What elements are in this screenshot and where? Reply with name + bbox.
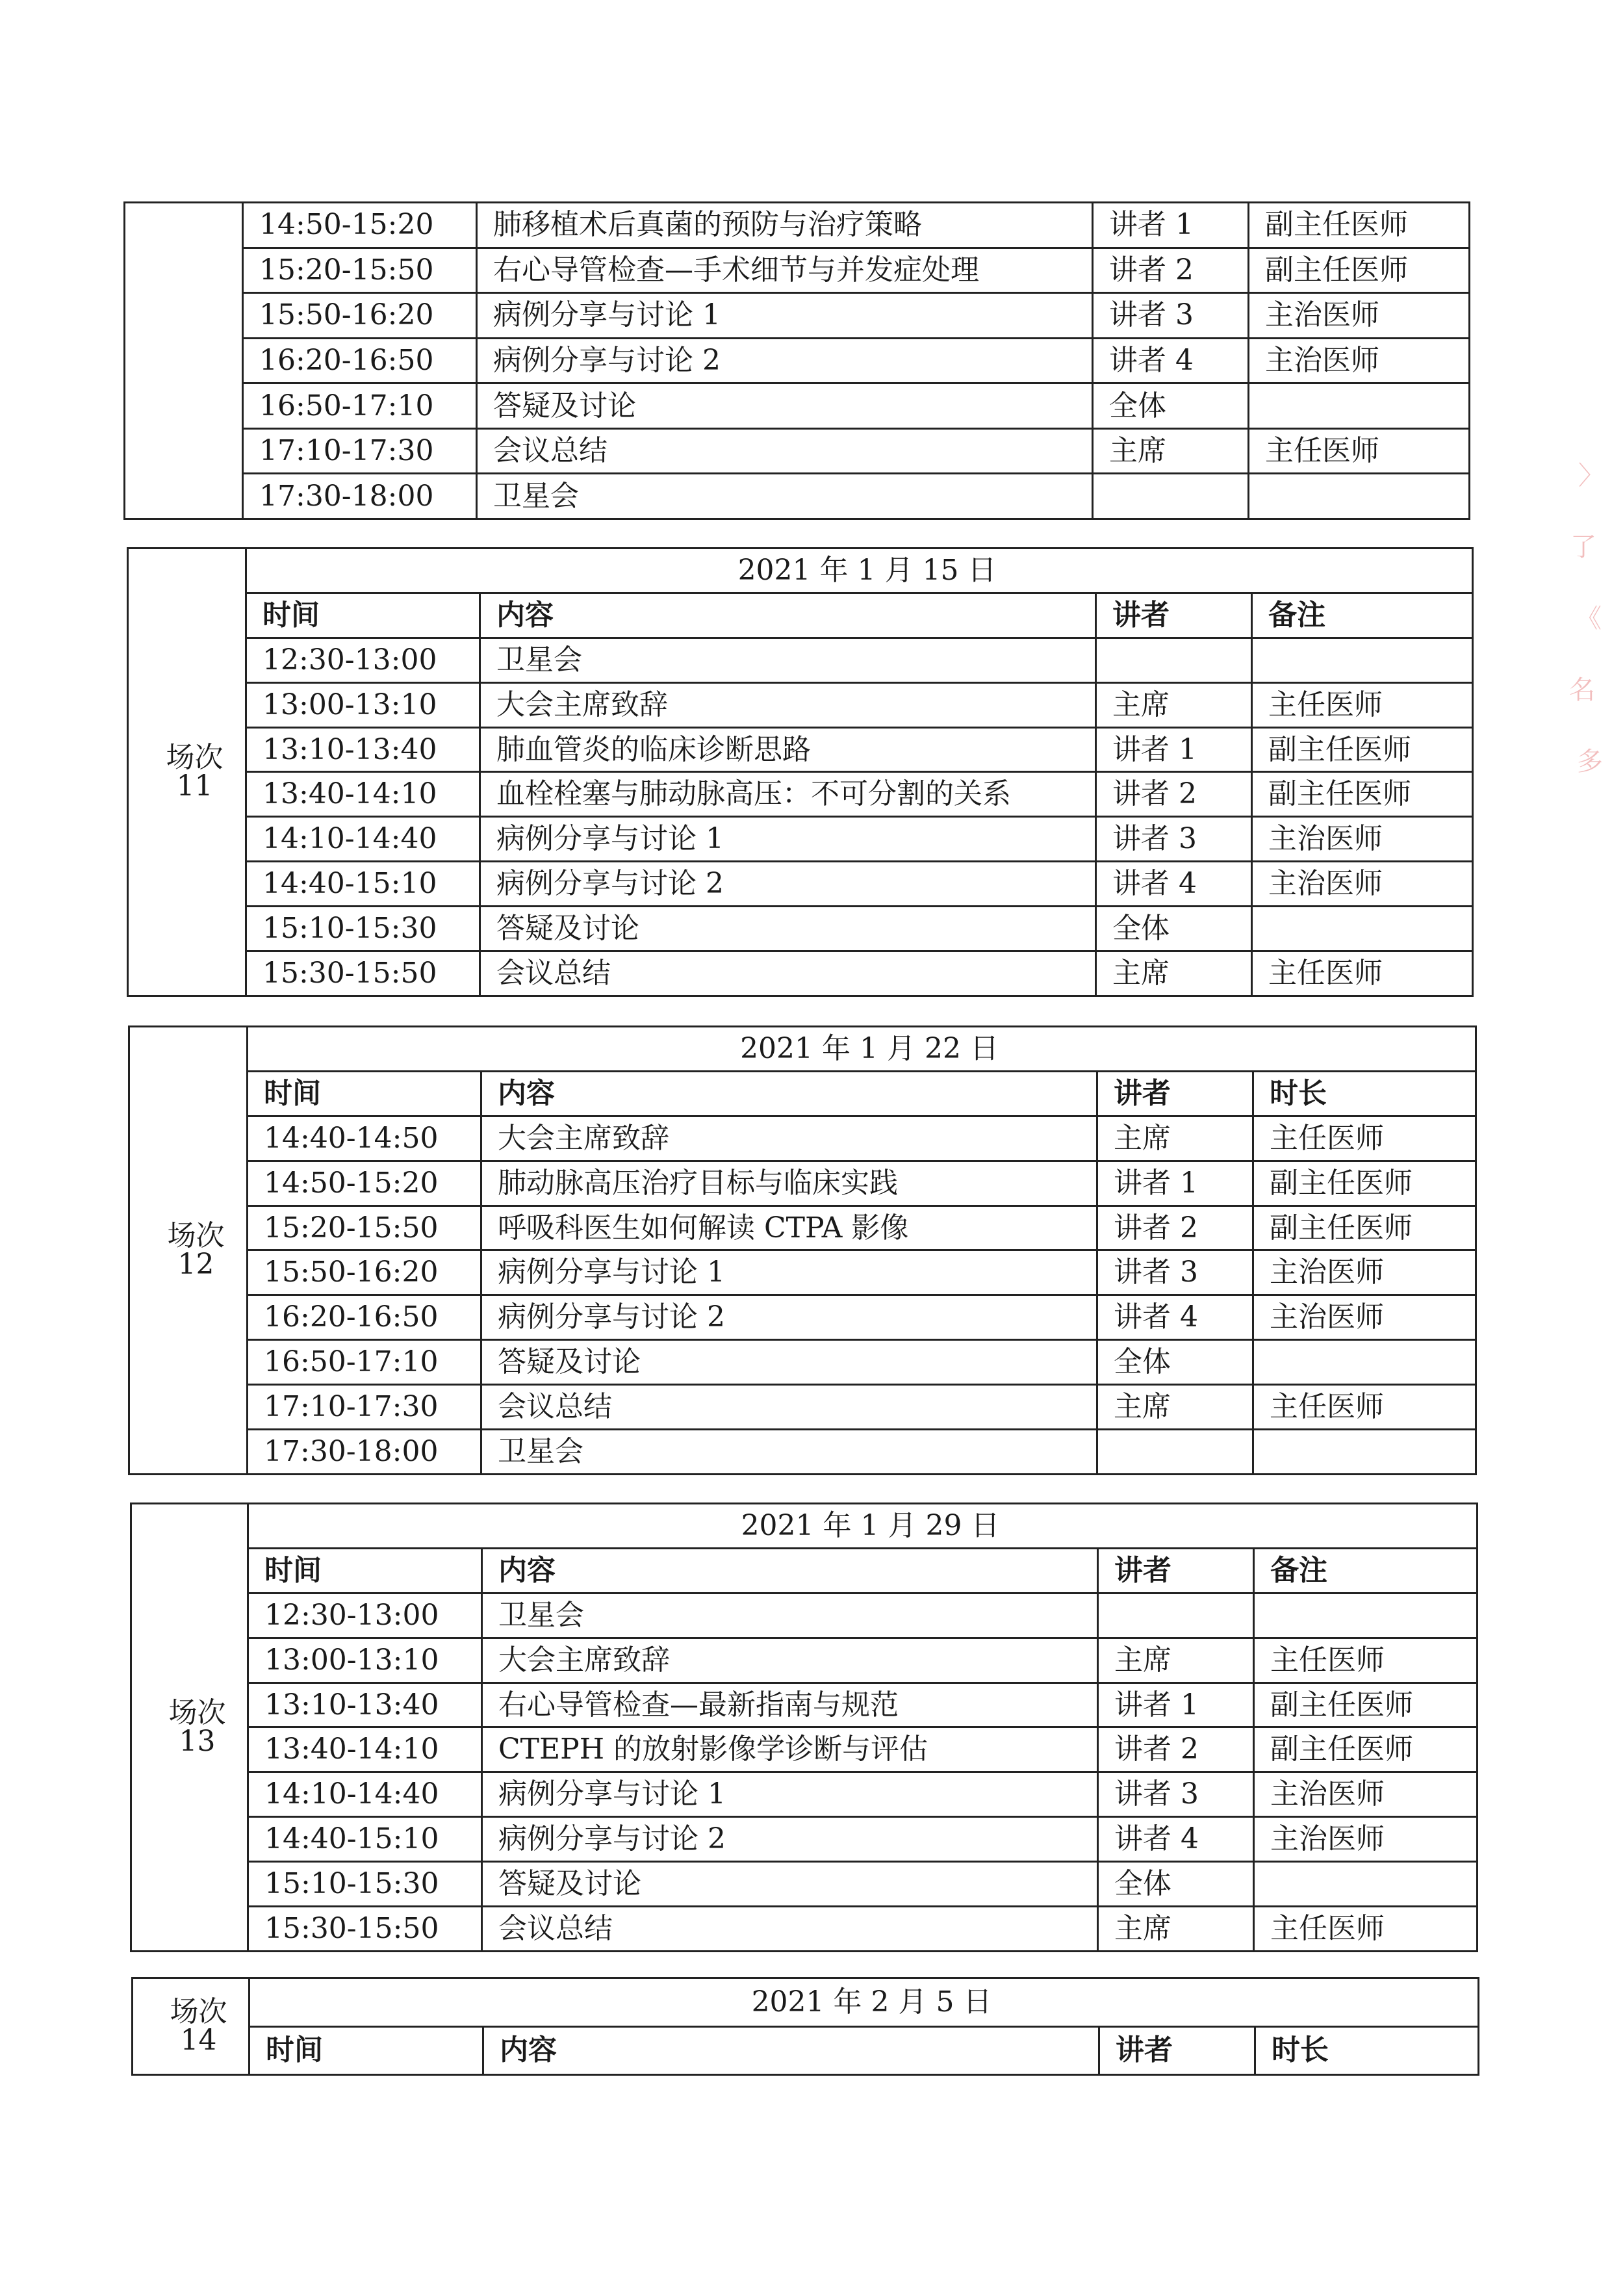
- note-cell: 主治医师: [1254, 1817, 1478, 1862]
- note-cell: 主治医师: [1254, 1772, 1478, 1817]
- table-row: [125, 248, 1470, 293]
- table-row: [128, 727, 1473, 772]
- header-duration: 时长: [1255, 2026, 1479, 2075]
- session-label: 场次: [167, 1219, 225, 1252]
- session-number: 12: [177, 1248, 214, 1281]
- speaker-cell: 主席: [1096, 682, 1252, 727]
- speaker-cell: [1098, 1593, 1254, 1638]
- session-label: 场次: [170, 1995, 227, 2028]
- date-row: [128, 548, 1473, 593]
- content-cell: 病例分享与讨论 2: [480, 862, 1096, 907]
- table-row: [128, 817, 1473, 862]
- time-cell: 15:50-16:20: [248, 1250, 481, 1295]
- content-cell: 肺动脉高压治疗目标与临床实践: [481, 1161, 1097, 1206]
- content-cell: 会议总结: [477, 428, 1093, 474]
- header-note: 备注: [1254, 1548, 1478, 1593]
- time-cell: 16:50-17:10: [243, 383, 477, 429]
- header-time: 时间: [248, 1071, 481, 1116]
- stamp-char: 《: [1576, 604, 1602, 634]
- header-speaker: 讲者: [1099, 2026, 1255, 2075]
- schedule-table: [131, 1977, 1479, 2076]
- content-cell: 答疑及讨论: [482, 1862, 1098, 1907]
- note-cell: [1249, 383, 1470, 429]
- content-cell: 大会主席致辞: [482, 1638, 1098, 1683]
- speaker-cell: 讲者 2: [1098, 1727, 1254, 1772]
- session-label: 场次: [166, 741, 224, 774]
- schedule-table: [128, 1025, 1477, 1475]
- table-row: [129, 1206, 1476, 1250]
- note-cell: 主任医师: [1252, 682, 1473, 727]
- time-cell: 17:10-17:30: [248, 1385, 481, 1430]
- schedule-body: [128, 548, 1473, 996]
- speaker-cell: 讲者 4: [1096, 862, 1252, 907]
- content-cell: 病例分享与讨论 1: [481, 1250, 1097, 1295]
- table-row: [131, 1727, 1478, 1772]
- schedule-block-11: [127, 547, 1472, 997]
- session-label: 场次: [168, 1696, 226, 1729]
- speaker-cell: [1093, 474, 1249, 519]
- note-cell: 主治医师: [1253, 1250, 1476, 1295]
- table-row: [128, 682, 1473, 727]
- table-row: [125, 428, 1470, 474]
- time-cell: 14:40-15:10: [246, 862, 480, 907]
- header-note: 备注: [1252, 593, 1473, 638]
- content-cell: 病例分享与讨论 2: [481, 1295, 1097, 1340]
- session-number: 11: [176, 769, 213, 803]
- time-cell: 15:20-15:50: [243, 248, 477, 293]
- schedule-body: [131, 1504, 1478, 1952]
- content-cell: 血栓栓塞与肺动脉高压：不可分割的关系: [480, 772, 1096, 817]
- time-cell: 12:30-13:00: [248, 1593, 482, 1638]
- speaker-cell: 全体: [1098, 1862, 1254, 1907]
- time-cell: 17:10-17:30: [243, 428, 477, 474]
- speaker-cell: 主席: [1098, 1907, 1254, 1952]
- table-row: [128, 951, 1473, 996]
- session-cell: [125, 203, 243, 519]
- header-content: 内容: [481, 1071, 1097, 1116]
- table-row: [129, 1116, 1476, 1161]
- table-row: [131, 1638, 1478, 1683]
- time-cell: 13:10-13:40: [248, 1683, 482, 1727]
- content-cell: 肺血管炎的临床诊断思路: [480, 727, 1096, 772]
- header-duration: 时长: [1253, 1071, 1476, 1116]
- schedule-block-14: [131, 1977, 1478, 2076]
- table-row: [129, 1340, 1476, 1385]
- speaker-cell: 讲者 3: [1093, 293, 1249, 339]
- speaker-cell: 讲者 4: [1093, 338, 1249, 383]
- speaker-cell: 讲者 2: [1096, 772, 1252, 817]
- note-cell: 主任医师: [1253, 1116, 1476, 1161]
- session-number: 13: [179, 1725, 216, 1758]
- content-cell: 肺移植术后真菌的预防与治疗策略: [477, 203, 1093, 248]
- date-row: [129, 1027, 1476, 1072]
- time-cell: 13:00-13:10: [246, 682, 480, 727]
- content-cell: 答疑及讨论: [480, 907, 1096, 951]
- speaker-cell: 讲者 4: [1098, 1817, 1254, 1862]
- table-row: [129, 1161, 1476, 1206]
- header-row: [131, 1548, 1478, 1593]
- date-row: [131, 1504, 1478, 1549]
- speaker-cell: 主席: [1098, 1638, 1254, 1683]
- content-cell: 大会主席致辞: [480, 682, 1096, 727]
- note-cell: 主治医师: [1249, 338, 1470, 383]
- content-cell: 病例分享与讨论 1: [477, 293, 1093, 339]
- time-cell: 16:20-16:50: [243, 338, 477, 383]
- table-row: [131, 1907, 1478, 1952]
- session-cell: [131, 1504, 248, 1952]
- time-cell: 14:40-14:50: [248, 1116, 481, 1161]
- note-cell: [1252, 907, 1473, 951]
- speaker-cell: 讲者 4: [1097, 1295, 1253, 1340]
- content-cell: 病例分享与讨论 2: [477, 338, 1093, 383]
- content-cell: 呼吸科医生如何解读 CTPA 影像: [481, 1206, 1097, 1250]
- note-cell: 副主任医师: [1249, 203, 1470, 248]
- speaker-cell: 讲者 2: [1093, 248, 1249, 293]
- speaker-cell: 讲者 1: [1093, 203, 1249, 248]
- table-row: [125, 338, 1470, 383]
- header-content: 内容: [482, 1548, 1098, 1593]
- time-cell: 17:30-18:00: [248, 1430, 481, 1475]
- content-cell: 答疑及讨论: [481, 1340, 1097, 1385]
- date-cell: 2021 年 2 月 5 日: [249, 1978, 1479, 2027]
- time-cell: 14:40-15:10: [248, 1817, 482, 1862]
- speaker-cell: 讲者 2: [1097, 1206, 1253, 1250]
- content-cell: 右心导管检查—手术细节与并发症处理: [477, 248, 1093, 293]
- speaker-cell: 主席: [1093, 428, 1249, 474]
- content-cell: 会议总结: [481, 1385, 1097, 1430]
- note-cell: 主任医师: [1254, 1638, 1478, 1683]
- time-cell: 12:30-13:00: [246, 638, 480, 682]
- date-cell: 2021 年 1 月 22 日: [248, 1027, 1476, 1072]
- content-cell: CTEPH 的放射影像学诊断与评估: [482, 1727, 1098, 1772]
- note-cell: 副主任医师: [1252, 727, 1473, 772]
- note-cell: 副主任医师: [1253, 1161, 1476, 1206]
- time-cell: 16:50-17:10: [248, 1340, 481, 1385]
- header-content: 内容: [483, 2026, 1099, 2075]
- header-time: 时间: [246, 593, 480, 638]
- schedule-body: [129, 1027, 1476, 1475]
- content-cell: 病例分享与讨论 1: [480, 817, 1096, 862]
- stamp-char: 了: [1570, 532, 1596, 562]
- note-cell: 主治医师: [1252, 817, 1473, 862]
- time-cell: 14:10-14:40: [246, 817, 480, 862]
- note-cell: 副主任医师: [1252, 772, 1473, 817]
- note-cell: 主任医师: [1252, 951, 1473, 996]
- table-row: [128, 638, 1473, 682]
- header-row: [129, 1071, 1476, 1116]
- date-row: [133, 1978, 1479, 2027]
- table-row: [131, 1683, 1478, 1727]
- time-cell: 13:40-14:10: [246, 772, 480, 817]
- time-cell: 14:50-15:20: [243, 203, 477, 248]
- time-cell: 14:50-15:20: [248, 1161, 481, 1206]
- speaker-cell: [1097, 1430, 1253, 1475]
- header-content: 内容: [480, 593, 1096, 638]
- note-cell: 副主任医师: [1249, 248, 1470, 293]
- note-cell: [1253, 1430, 1476, 1475]
- time-cell: 15:30-15:50: [246, 951, 480, 996]
- date-cell: 2021 年 1 月 15 日: [246, 548, 1473, 593]
- speaker-cell: 讲者 3: [1098, 1772, 1254, 1817]
- table-row: [125, 203, 1470, 248]
- time-cell: 15:50-16:20: [243, 293, 477, 339]
- schedule-table: [127, 547, 1474, 997]
- speaker-cell: 全体: [1093, 383, 1249, 429]
- schedule-block-continued: [123, 201, 1468, 520]
- table-row: [129, 1250, 1476, 1295]
- content-cell: 卫星会: [481, 1430, 1097, 1475]
- table-row: [128, 907, 1473, 951]
- stamp-char: 〉: [1578, 461, 1604, 491]
- time-cell: 13:40-14:10: [248, 1727, 482, 1772]
- note-cell: 主任医师: [1253, 1385, 1476, 1430]
- table-row: [131, 1862, 1478, 1907]
- speaker-cell: 全体: [1096, 907, 1252, 951]
- schedule-block-12: [128, 1025, 1475, 1475]
- note-cell: 主任医师: [1249, 428, 1470, 474]
- note-cell: 副主任医师: [1254, 1683, 1478, 1727]
- note-cell: 副主任医师: [1253, 1206, 1476, 1250]
- header-speaker: 讲者: [1096, 593, 1252, 638]
- time-cell: 13:10-13:40: [246, 727, 480, 772]
- table-row: [131, 1817, 1478, 1862]
- table-row: [125, 474, 1470, 519]
- session-cell: [129, 1027, 248, 1475]
- schedule-table: [130, 1503, 1478, 1952]
- time-cell: 15:10-15:30: [246, 907, 480, 951]
- time-cell: 17:30-18:00: [243, 474, 477, 519]
- speaker-cell: 主席: [1097, 1385, 1253, 1430]
- header-row: [133, 2026, 1479, 2075]
- schedule-body: [125, 203, 1470, 519]
- time-cell: 16:20-16:50: [248, 1295, 481, 1340]
- session-cell: [133, 1978, 249, 2075]
- stamp-char: 多: [1577, 747, 1603, 777]
- table-row: [129, 1430, 1476, 1475]
- content-cell: 卫星会: [482, 1593, 1098, 1638]
- note-cell: 主治医师: [1252, 862, 1473, 907]
- note-cell: [1252, 638, 1473, 682]
- schedule-block-13: [130, 1503, 1476, 1952]
- content-cell: 病例分享与讨论 1: [482, 1772, 1098, 1817]
- schedule-table: [123, 201, 1470, 520]
- note-cell: 主任医师: [1254, 1907, 1478, 1952]
- content-cell: 卫星会: [480, 638, 1096, 682]
- time-cell: 14:10-14:40: [248, 1772, 482, 1817]
- note-cell: [1249, 474, 1470, 519]
- speaker-cell: 讲者 3: [1097, 1250, 1253, 1295]
- note-cell: [1254, 1593, 1478, 1638]
- schedule-body: [133, 1978, 1479, 2075]
- note-cell: 主治医师: [1253, 1295, 1476, 1340]
- note-cell: [1253, 1340, 1476, 1385]
- speaker-cell: 主席: [1097, 1116, 1253, 1161]
- table-row: [125, 293, 1470, 339]
- header-speaker: 讲者: [1098, 1548, 1254, 1593]
- session-number: 14: [180, 2024, 217, 2057]
- speaker-cell: 讲者 1: [1096, 727, 1252, 772]
- content-cell: 会议总结: [482, 1907, 1098, 1952]
- note-cell: 副主任医师: [1254, 1727, 1478, 1772]
- date-cell: 2021 年 1 月 29 日: [248, 1504, 1478, 1549]
- note-cell: 主治医师: [1249, 293, 1470, 339]
- speaker-cell: 讲者 1: [1097, 1161, 1253, 1206]
- time-cell: 15:20-15:50: [248, 1206, 481, 1250]
- table-row: [128, 772, 1473, 817]
- header-speaker: 讲者: [1097, 1071, 1253, 1116]
- table-row: [125, 383, 1470, 429]
- content-cell: 病例分享与讨论 2: [482, 1817, 1098, 1862]
- time-cell: 15:30-15:50: [248, 1907, 482, 1952]
- speaker-cell: 全体: [1097, 1340, 1253, 1385]
- speaker-cell: 主席: [1096, 951, 1252, 996]
- content-cell: 右心导管检查—最新指南与规范: [482, 1683, 1098, 1727]
- time-cell: 15:10-15:30: [248, 1862, 482, 1907]
- content-cell: 答疑及讨论: [477, 383, 1093, 429]
- content-cell: 卫星会: [477, 474, 1093, 519]
- time-cell: 13:00-13:10: [248, 1638, 482, 1683]
- header-row: [128, 593, 1473, 638]
- speaker-cell: 讲者 1: [1098, 1683, 1254, 1727]
- content-cell: 会议总结: [480, 951, 1096, 996]
- session-cell: [128, 548, 246, 996]
- red-stamp-edge: [1567, 455, 1612, 819]
- content-cell: 大会主席致辞: [481, 1116, 1097, 1161]
- table-row: [131, 1593, 1478, 1638]
- stamp-char: 名: [1569, 675, 1595, 705]
- speaker-cell: 讲者 3: [1096, 817, 1252, 862]
- table-row: [131, 1772, 1478, 1817]
- header-time: 时间: [248, 1548, 482, 1593]
- speaker-cell: [1096, 638, 1252, 682]
- table-row: [128, 862, 1473, 907]
- table-row: [129, 1385, 1476, 1430]
- note-cell: [1254, 1862, 1478, 1907]
- header-time: 时间: [249, 2026, 483, 2075]
- table-row: [129, 1295, 1476, 1340]
